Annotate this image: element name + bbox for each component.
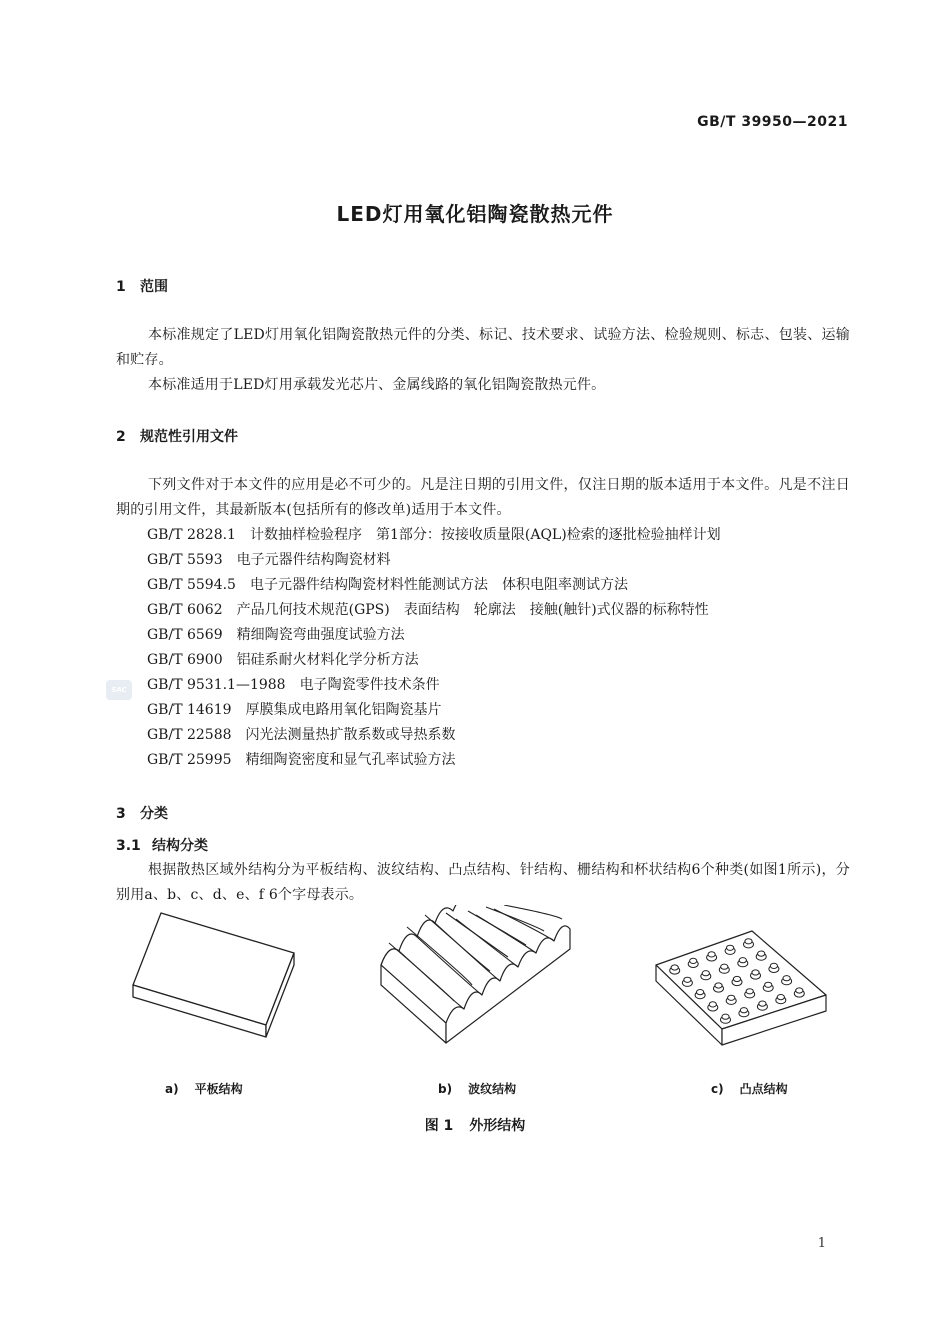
- section-number: 1: [116, 279, 126, 295]
- section-title: 分类: [140, 806, 168, 822]
- subfigure-c-caption: [711, 1080, 788, 1097]
- subsection-title: 结构分类: [152, 838, 208, 854]
- reference-code: GB/T 6569: [147, 627, 223, 643]
- bump-top: [739, 958, 746, 963]
- bump-top: [777, 995, 784, 1000]
- bump-top: [758, 951, 765, 956]
- bump-top: [740, 1008, 747, 1013]
- bump-top: [728, 995, 735, 1000]
- reference-title: 闪光法测量热扩散系数或导热系数: [245, 727, 456, 743]
- reference-title: 精细陶瓷弯曲强度试验方法: [236, 627, 405, 643]
- subsection-3-1-paragraph: 根据散热区域外结构分为平板结构、波纹结构、凸点结构、针结构、栅结构和杯状结构6个种类(如图1所示)，分别用a、b、c、d、e、f 6个字母表示。: [116, 862, 850, 903]
- section-2-heading: [116, 426, 238, 446]
- bump-top: [733, 976, 740, 981]
- bump-top: [752, 970, 759, 975]
- bump-top: [671, 965, 678, 970]
- section-number: 3: [116, 806, 126, 822]
- reference-item: [147, 523, 721, 548]
- reference-code: GB/T 6062: [147, 602, 223, 618]
- figure-title: [0, 1115, 950, 1135]
- bump-top: [783, 976, 790, 981]
- corrugated-structure-drawing: [376, 905, 576, 1047]
- reference-title: 电子元器件结构陶瓷材料性能测试方法 体积电阻率测试方法: [249, 577, 628, 593]
- flat-plate-structure-drawing: [128, 905, 300, 1047]
- reference-item: [147, 698, 442, 723]
- bump-top: [722, 1014, 729, 1019]
- subsection-3-1-heading: [116, 835, 208, 855]
- reference-code: GB/T 5594.5: [147, 577, 236, 593]
- reference-item: [147, 598, 709, 623]
- reference-item: [147, 548, 391, 573]
- reference-item: [147, 573, 628, 598]
- reference-title: 计数抽样检验程序 第1部分：按接收质量限(AQL)检索的逐批检验抽样计划: [249, 527, 721, 543]
- bump-top: [759, 1001, 766, 1006]
- reference-code: GB/T 25995: [147, 752, 232, 768]
- subfigure-title: 凸点结构: [739, 1082, 788, 1096]
- bump-top: [709, 1002, 716, 1007]
- subfigure-b-caption: [438, 1080, 516, 1097]
- bump-top: [721, 964, 728, 969]
- subfigure-letter: a): [165, 1082, 179, 1096]
- reference-title: 铝硅系耐火材料化学分析方法: [236, 652, 419, 668]
- sac-watermark-logo: SAC: [106, 680, 132, 700]
- bump-top: [745, 939, 752, 944]
- reference-code: GB/T 2828.1: [147, 527, 236, 543]
- document-title: LED灯用氧化铝陶瓷散热元件: [336, 202, 614, 226]
- bump-structure-drawing: [652, 905, 830, 1047]
- reference-title: 电子元器件结构陶瓷材料: [236, 552, 391, 568]
- reference-item: [147, 748, 456, 773]
- section-2-intro: 下列文件对于本文件的应用是必不可少的。凡是注日期的引用文件，仅注日期的版本适用于本文件。凡是不注日期的引用文件，其最新版本(包括所有的修改单)适用于本文件。: [116, 477, 850, 518]
- reference-code: GB/T 6900: [147, 652, 223, 668]
- reference-title: 电子陶瓷零件技术条件: [299, 677, 440, 693]
- bump-top: [746, 989, 753, 994]
- bump-top: [684, 977, 691, 982]
- subfigure-title: 平板结构: [194, 1082, 243, 1096]
- subfigure-letter: c): [711, 1082, 724, 1096]
- page-number: 1: [817, 1236, 826, 1251]
- bump-top: [690, 958, 697, 963]
- bump-top: [796, 988, 803, 993]
- bump-top: [770, 963, 777, 968]
- reference-item: [147, 623, 405, 648]
- reference-title: 精细陶瓷密度和显气孔率试验方法: [245, 752, 456, 768]
- reference-item: [147, 723, 456, 748]
- reference-item: [147, 648, 419, 673]
- section-1-heading: [116, 276, 168, 296]
- section-3-heading: [116, 803, 168, 823]
- subfigure-letter: b): [438, 1082, 453, 1096]
- reference-code: GB/T 22588: [147, 727, 232, 743]
- subsection-number: 3.1: [116, 838, 141, 854]
- reference-code: GB/T 14619: [147, 702, 232, 718]
- bump-top: [715, 983, 722, 988]
- reference-item: [147, 673, 440, 698]
- reference-code: GB/T 5593: [147, 552, 223, 568]
- section-1-paragraph-2: 本标准适用于LED灯用承载发光芯片、金属线路的氧化铝陶瓷散热元件。: [148, 377, 606, 393]
- bump-top: [708, 952, 715, 957]
- reference-code: GB/T 9531.1—1988: [147, 677, 286, 693]
- section-1-paragraph-1: 本标准规定了LED灯用氧化铝陶瓷散热元件的分类、标记、技术要求、试验方法、检验规则、标志、包装、运输和贮存。: [116, 327, 850, 368]
- reference-title: 产品几何技术规范(GPS) 表面结构 轮廓法 接触(触针)式仪器的标称特性: [236, 602, 709, 618]
- section-title: 规范性引用文件: [140, 429, 238, 445]
- bump-top: [765, 982, 772, 987]
- subfigure-a-caption: [165, 1080, 243, 1097]
- figure-name: 外形结构: [469, 1118, 526, 1134]
- section-title: 范围: [140, 279, 168, 295]
- bump-top: [702, 971, 709, 976]
- figure-label: 图 1: [424, 1118, 454, 1134]
- standard-code: GB/T 39950—2021: [697, 114, 848, 130]
- section-number: 2: [116, 429, 126, 445]
- bump-top: [697, 990, 704, 995]
- subfigure-title: 波纹结构: [468, 1082, 517, 1096]
- reference-title: 厚膜集成电路用氧化铝陶瓷基片: [245, 702, 442, 718]
- bump-top: [727, 945, 734, 950]
